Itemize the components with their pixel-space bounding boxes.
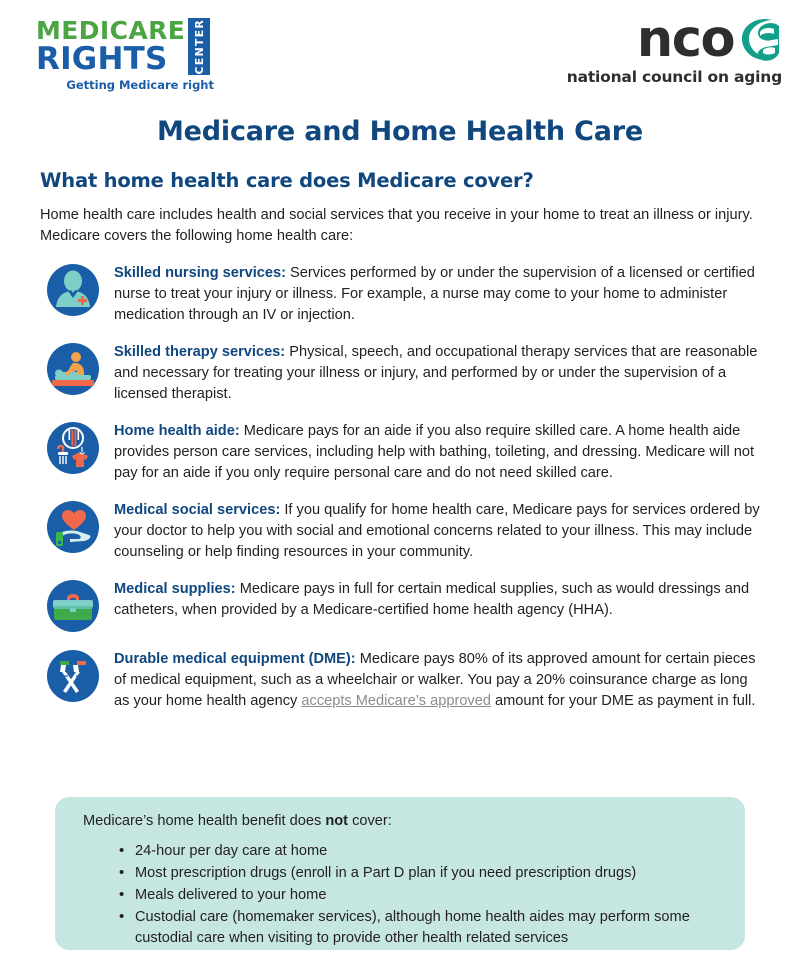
list-item: • Meals delivered to your home <box>119 885 725 906</box>
benefit-body: If you qualify for home health care, Medicare pays for services ordered by your doctor to help you with social and emotional concerns related to your illness. This may include counseling or help finding resources in your community. <box>114 502 760 560</box>
benefit-label: Durable medical equipment (DME): <box>114 651 356 667</box>
callout-title-after: cover: <box>348 813 392 829</box>
logo-center-text: CENTER <box>192 18 206 75</box>
benefit-item <box>0 647 800 712</box>
benefit-text <box>114 498 760 563</box>
ncoa-a-mark-icon <box>736 14 782 64</box>
list-item: • Most prescription drugs (enroll in a Part D plan if you need prescription drugs) <box>119 863 725 884</box>
benefit-body-before: Medicare pays 80% of its approved amount for certain pieces of medical equipment, such as a wheelchair or walker. You pay a 20% coinsurance charge as long as your home health agency <box>114 651 756 709</box>
benefit-label: Medical social services: <box>114 502 281 518</box>
not-covered-callout <box>55 797 745 950</box>
benefit-text <box>114 419 760 484</box>
nurse-icon <box>46 263 100 317</box>
logo-center-badge <box>188 18 210 75</box>
medical-bag-icon <box>46 579 100 633</box>
logo-wordmark <box>36 18 216 75</box>
not-covered-list <box>83 841 725 949</box>
benefit-body: Services performed by or under the supervision of a licensed or certified nurse to treat your injury or illness. For example, a nurse may come to your home to administer medication through an IV or injection. <box>114 265 755 323</box>
callout-title-emphasis: not <box>325 813 349 829</box>
section-heading: What home health care does Medicare cover? <box>40 169 534 192</box>
benefit-text <box>114 647 760 712</box>
benefit-item <box>0 498 800 563</box>
benefit-label: Skilled therapy services: <box>114 344 286 360</box>
home-aide-icon <box>46 421 100 475</box>
benefit-text <box>114 261 760 326</box>
ncoa-nco-text: nco <box>636 10 734 69</box>
medicare-approved-amount-link[interactable]: accepts Medicare’s approved <box>301 693 491 709</box>
covered-services-list <box>0 261 800 712</box>
ncoa-wordmark <box>567 10 782 69</box>
benefit-label: Skilled nursing services: <box>114 265 286 281</box>
intro-paragraph: Home health care includes health and social services that you receive in your home to treat an illness or injury. Medicare covers the following home health care: <box>40 207 753 244</box>
heart-in-hand-icon <box>46 500 100 554</box>
benefit-text <box>114 577 760 621</box>
logo-tagline: Getting Medicare right <box>66 78 214 92</box>
benefit-item <box>0 340 800 405</box>
benefit-item <box>0 261 800 326</box>
page-header <box>0 0 800 108</box>
benefit-body: Medicare pays in full for certain medical supplies, such as would dressings and catheters, when provided by a Medicare-certified home health agency (HHA). <box>114 581 750 618</box>
benefit-body: Medicare pays for an aide if you also require skilled care. A home health aide provides person care services, including help with bathing, toileting, and dressing. Medicare will not pay for an aide if you only require personal care and do not need skilled care. <box>114 423 755 481</box>
page-title: Medicare and Home Health Care <box>157 116 643 147</box>
benefit-text <box>114 340 760 405</box>
list-item: • Custodial care (homemaker services), although home health aides may perform some custodial care when visiting to provide other health related services <box>119 907 725 949</box>
list-item: • 24-hour per day care at home <box>119 841 725 862</box>
ncoa-logo <box>567 12 782 86</box>
logo-words <box>36 18 185 75</box>
ncoa-tagline: national council on aging <box>566 68 782 86</box>
benefit-body: Physical, speech, and occupational therapy services that are reasonable and necessary for treating your illness or injury, and performed by or under the supervision of a licensed therapist. <box>114 344 758 402</box>
benefit-item <box>0 577 800 633</box>
logo-medicare-text: MEDICARE <box>36 16 186 45</box>
benefit-label: Medical supplies: <box>114 581 236 597</box>
medicare-rights-center-logo <box>36 18 216 92</box>
benefit-label: Home health aide: <box>114 423 240 439</box>
logo-rights-text: RIGHTS <box>36 41 168 77</box>
callout-title-before: Medicare’s home health benefit does <box>83 813 326 829</box>
benefit-body-after: amount for your DME as payment in full. <box>490 693 756 709</box>
physical-therapy-icon <box>46 342 100 396</box>
benefit-item <box>0 419 800 484</box>
callout-title <box>83 811 725 832</box>
crutches-icon <box>46 649 100 703</box>
